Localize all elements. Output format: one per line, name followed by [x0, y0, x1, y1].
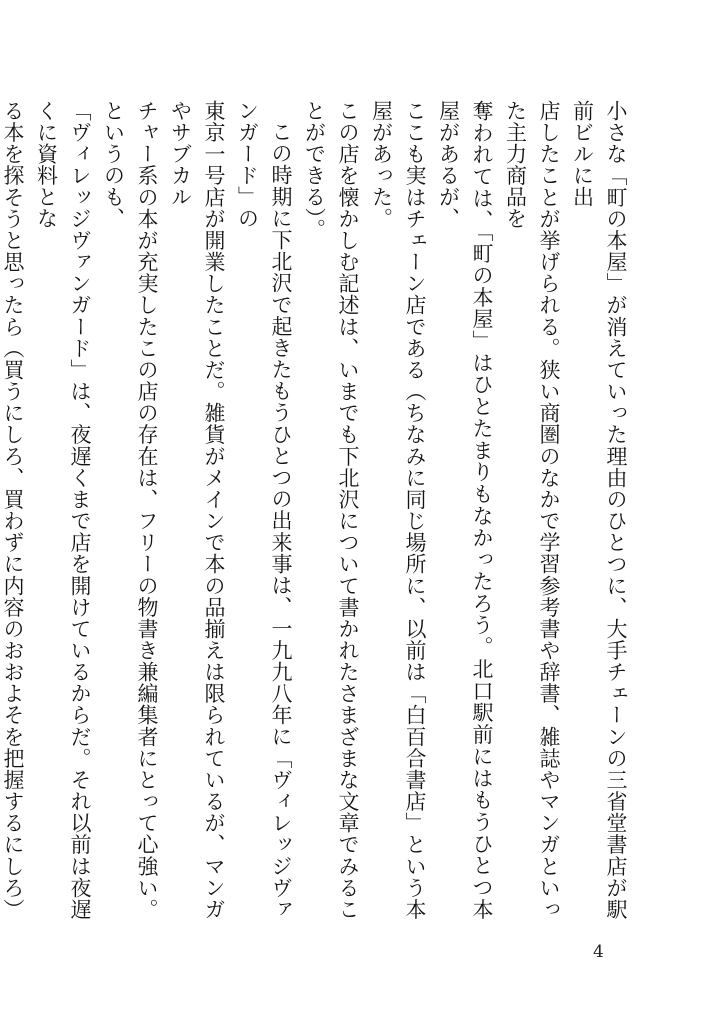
- paragraph-1: 小さな「町の本屋」が消えていった理由のひとつに、大手チェーンの三省堂書店が駅前ビルに出 店したことが挙げられる。狭い商圏のなかで学習参考書や辞書、雑誌やマンガといった主力商品を 奪われては、「町の本屋」はひとたまりもなかったろう。北口駅前にはもうひとつ本屋があるが、 ここも実はチェーン店である（ちなみに同じ場所に、以前は「白百合書店」という本屋があった。 この店を懐かしむ記述は、いまでも下北沢について書かれたさまざまな文章でみることができる）。: [302, 100, 628, 920]
- body-text: [0, 100, 632, 920]
- paragraph-2: この時期に下北沢で起きたもうひとつの出来事は、一九九八年に「ヴィレッジヴァンガード」の 東京一号店が開業したことだ。雑貨がメインで本の品揃えは限られているが、マンガやサブカル チャー系の本が充実したこの店の存在は、フリーの物書き兼編集者にとって心強い。というのも、 「ヴィレッジヴァンガード」は、夜遅くまで店を開けているからだ。それ以前は夜遅くに資料とな る本を探そうと思ったら（買うにしろ、買わずに内容のおおよそを把握するにしろ）: [1, 100, 293, 920]
- page-number: 4: [593, 942, 604, 962]
